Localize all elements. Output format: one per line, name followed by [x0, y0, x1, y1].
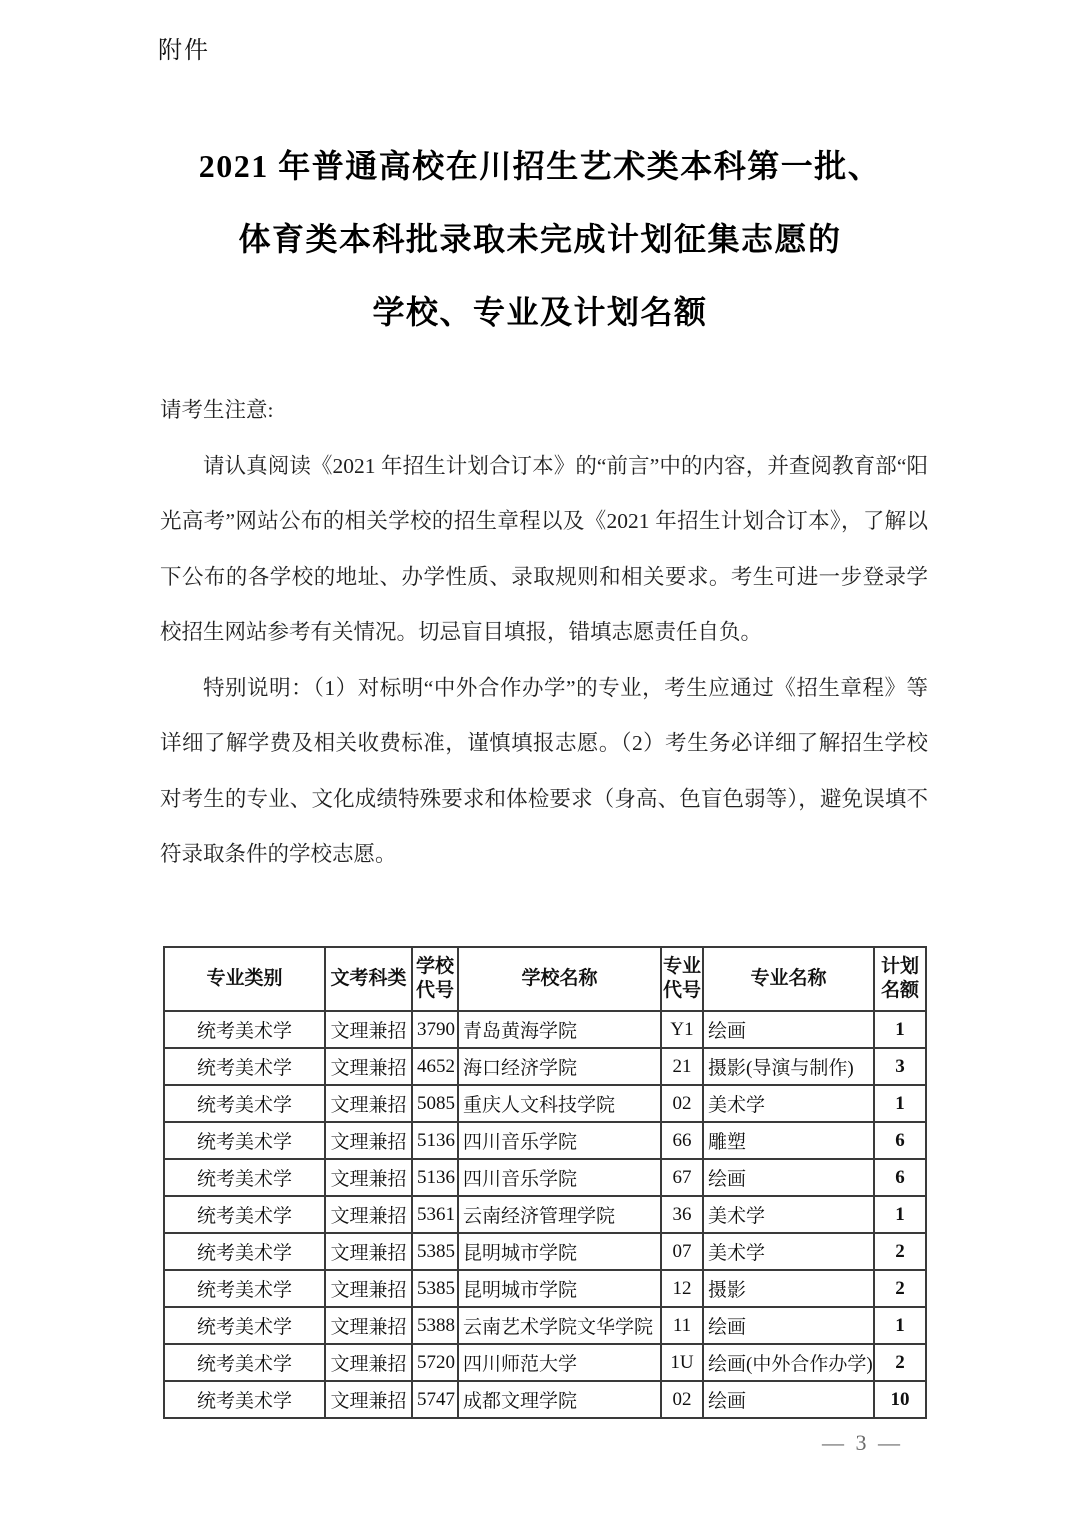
plan-table [163, 946, 927, 1419]
cell-major-name: 绘画 [703, 1159, 874, 1196]
cell-school-name: 成都文理学院 [458, 1381, 661, 1418]
cell-major-category: 统考美术学 [164, 1381, 325, 1418]
cell-school-code: 5385 [412, 1270, 458, 1307]
cell-school-code: 5388 [412, 1307, 458, 1344]
table-row [164, 1048, 926, 1085]
cell-plan-quota: 1 [874, 1307, 926, 1344]
cell-subject-type: 文理兼招 [325, 1085, 412, 1122]
cell-plan-quota: 1 [874, 1085, 926, 1122]
cell-major-name: 绘画 [703, 1381, 874, 1418]
document-title [80, 130, 1000, 349]
header-plan-quota: 计划名额 [874, 947, 926, 1011]
header-school-code: 学校代号 [412, 947, 458, 1011]
cell-subject-type: 文理兼招 [325, 1381, 412, 1418]
cell-school-name: 昆明城市学院 [458, 1233, 661, 1270]
cell-school-name: 青岛黄海学院 [458, 1011, 661, 1048]
cell-major-name: 美术学 [703, 1233, 874, 1270]
cell-major-category: 统考美术学 [164, 1270, 325, 1307]
cell-major-category: 统考美术学 [164, 1159, 325, 1196]
cell-school-code: 5720 [412, 1344, 458, 1381]
table-row [164, 1307, 926, 1344]
header-subject-type: 文考科类 [325, 947, 412, 1011]
table-row [164, 1122, 926, 1159]
cell-major-code: 12 [661, 1270, 703, 1307]
cell-school-name: 海口经济学院 [458, 1048, 661, 1085]
cell-subject-type: 文理兼招 [325, 1270, 412, 1307]
title-line-3: 学校、专业及计划名额 [372, 294, 708, 330]
cell-school-code: 5085 [412, 1085, 458, 1122]
cell-school-name: 四川音乐学院 [458, 1122, 661, 1159]
cell-major-code: 36 [661, 1196, 703, 1233]
table-body [164, 1011, 926, 1418]
cell-school-name: 四川师范大学 [458, 1344, 661, 1381]
cell-major-name: 绘画 [703, 1307, 874, 1344]
cell-subject-type: 文理兼招 [325, 1196, 412, 1233]
cell-major-name: 美术学 [703, 1085, 874, 1122]
cell-major-code: 02 [661, 1381, 703, 1418]
table-row [164, 1159, 926, 1196]
cell-plan-quota: 2 [874, 1270, 926, 1307]
cell-school-code: 3790 [412, 1011, 458, 1048]
cell-school-name: 四川音乐学院 [458, 1159, 661, 1196]
table-row [164, 1344, 926, 1381]
cell-major-name: 摄影 [703, 1270, 874, 1307]
cell-subject-type: 文理兼招 [325, 1048, 412, 1085]
header-school-name: 学校名称 [458, 947, 661, 1011]
cell-school-code: 5136 [412, 1122, 458, 1159]
cell-school-code: 5747 [412, 1381, 458, 1418]
attachment-label: 附件 [158, 38, 210, 64]
cell-plan-quota: 10 [874, 1381, 926, 1418]
notice-section [160, 383, 928, 883]
cell-major-name: 摄影(导演与制作) [703, 1048, 874, 1085]
table-row [164, 1085, 926, 1122]
cell-major-name: 绘画 [703, 1011, 874, 1048]
cell-school-name: 云南艺术学院文华学院 [458, 1307, 661, 1344]
cell-school-name: 昆明城市学院 [458, 1270, 661, 1307]
cell-subject-type: 文理兼招 [325, 1159, 412, 1196]
cell-plan-quota: 6 [874, 1159, 926, 1196]
cell-major-code: 1U [661, 1344, 703, 1381]
cell-major-category: 统考美术学 [164, 1196, 325, 1233]
cell-major-category: 统考美术学 [164, 1233, 325, 1270]
title-line-1: 2021 年普通高校在川招生艺术类本科第一批、 [198, 148, 882, 184]
table-row [164, 1196, 926, 1233]
table-row [164, 1011, 926, 1048]
table-row [164, 1270, 926, 1307]
cell-major-code: Y1 [661, 1011, 703, 1048]
cell-plan-quota: 1 [874, 1011, 926, 1048]
cell-school-code: 4652 [412, 1048, 458, 1085]
cell-plan-quota: 3 [874, 1048, 926, 1085]
cell-major-name: 美术学 [703, 1196, 874, 1233]
table-row [164, 1233, 926, 1270]
cell-major-name: 绘画(中外合作办学) [703, 1344, 874, 1381]
cell-subject-type: 文理兼招 [325, 1307, 412, 1344]
cell-subject-type: 文理兼招 [325, 1233, 412, 1270]
cell-major-code: 07 [661, 1233, 703, 1270]
cell-major-name: 雕塑 [703, 1122, 874, 1159]
cell-major-category: 统考美术学 [164, 1011, 325, 1048]
cell-plan-quota: 1 [874, 1196, 926, 1233]
cell-school-code: 5361 [412, 1196, 458, 1233]
title-line-2: 体育类本科批录取未完成计划征集志愿的 [238, 221, 842, 257]
notice-paragraph-2: 特别说明：（1）对标明“中外合作办学”的专业，考生应通过《招生章程》等详细了解学费及相关收费标准，谨慎填报志愿。（2）考生务必详细了解招生学校对考生的专业、文化成绩特殊要求和体检要求（身高、色盲色弱等），避免误填不符录取条件的学校志愿。 [160, 675, 928, 866]
notice-paragraph-1: 请认真阅读《2021 年招生计划合订本》的“前言”中的内容，并查阅教育部“阳光高考”网站公布的相关学校的招生章程以及《2021 年招生计划合订本》，了解以下公布的各学校的地址、办学性质、录取规则和相关要求。考生可进一步登录学校招生网站参考有关情况。切忌盲目填报，错填志愿责任自负。 [160, 453, 928, 644]
cell-plan-quota: 6 [874, 1122, 926, 1159]
page-number: — 3 — [822, 1430, 903, 1455]
cell-major-code: 21 [661, 1048, 703, 1085]
header-major-category: 专业类别 [164, 947, 325, 1011]
cell-major-category: 统考美术学 [164, 1344, 325, 1381]
cell-subject-type: 文理兼招 [325, 1344, 412, 1381]
header-major-code: 专业代号 [661, 947, 703, 1011]
cell-school-code: 5136 [412, 1159, 458, 1196]
cell-school-name: 重庆人文科技学院 [458, 1085, 661, 1122]
header-major-name: 专业名称 [703, 947, 874, 1011]
cell-plan-quota: 2 [874, 1344, 926, 1381]
table-row [164, 1381, 926, 1418]
notice-heading: 请考生注意: [160, 398, 274, 422]
cell-major-category: 统考美术学 [164, 1048, 325, 1085]
cell-major-category: 统考美术学 [164, 1307, 325, 1344]
cell-major-category: 统考美术学 [164, 1122, 325, 1159]
cell-subject-type: 文理兼招 [325, 1122, 412, 1159]
cell-school-code: 5385 [412, 1233, 458, 1270]
cell-school-name: 云南经济管理学院 [458, 1196, 661, 1233]
table-header-row [164, 947, 926, 1011]
cell-major-code: 67 [661, 1159, 703, 1196]
cell-subject-type: 文理兼招 [325, 1011, 412, 1048]
cell-plan-quota: 2 [874, 1233, 926, 1270]
cell-major-code: 66 [661, 1122, 703, 1159]
cell-major-code: 02 [661, 1085, 703, 1122]
cell-major-category: 统考美术学 [164, 1085, 325, 1122]
cell-major-code: 11 [661, 1307, 703, 1344]
